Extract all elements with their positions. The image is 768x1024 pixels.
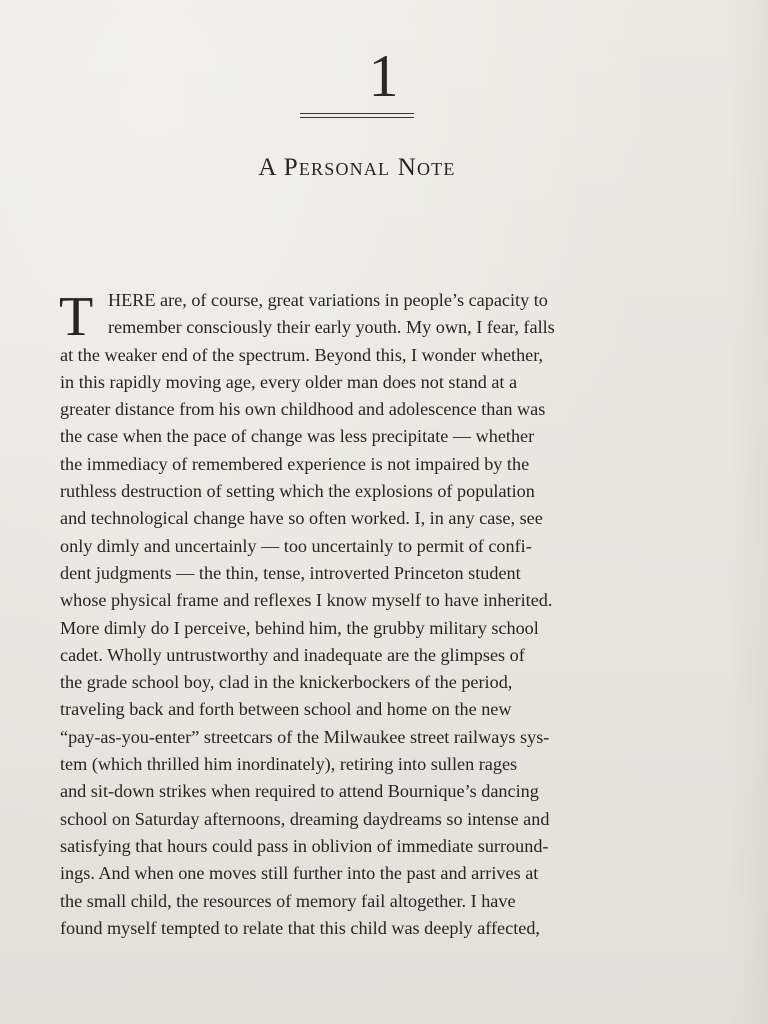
text-line: More dimly do I perceive, behind him, the grubby military school (60, 617, 539, 638)
text-line: whose physical frame and reflexes I know myself to have inherited. (60, 590, 553, 611)
text-line: ings. And when one moves still further into the past and arrives at (60, 863, 539, 884)
page-edge-shadow (728, 0, 768, 1024)
text-line: tem (which thrilled him inordinately), retiring into sullen rages (60, 754, 518, 775)
chapter-rule-top (300, 113, 414, 114)
text-line: the immediacy of remembered experience is not impaired by the (60, 453, 530, 474)
text-line: HERE are, of course, great variations in people’s capacity to (108, 290, 548, 310)
body-paragraph (60, 287, 658, 942)
text-line: “pay-as-you-enter” streetcars of the Milwaukee street railways sys- (60, 726, 550, 747)
text-line: the case when the pace of change was less precipitate — whether (60, 426, 535, 447)
text-line: dent judgments — the thin, tense, introverted Princeton student (60, 562, 521, 583)
reverse-side-bleed-through (60, 0, 740, 280)
text-line: the small child, the resources of memory fail altogether. I have (60, 890, 516, 911)
text-line: the grade school boy, clad in the knickerbockers of the period, (60, 672, 513, 693)
text-line: cadet. Wholly untrustworthy and inadequate are the glimpses of (60, 644, 525, 665)
text-line: in this rapidly moving age, every older man does not stand at a (60, 371, 518, 392)
text-line: traveling back and forth between school and home on the new (60, 699, 512, 720)
text-line: greater distance from his own childhood and adolescence than was (60, 399, 546, 420)
text-line: remember consciously their early youth. My own, I fear, falls (108, 317, 555, 338)
text-line: school on Saturday afternoons, dreaming daydreams so intense and (60, 808, 550, 829)
text-line: and sit-down strikes when required to attend Bournique’s dancing (60, 781, 539, 802)
chapter-rule-bottom (300, 117, 414, 118)
text-line: at the weaker end of the spectrum. Beyond this, I wonder whether, (60, 344, 544, 365)
text-line: ruthless destruction of setting which the explosions of population (60, 481, 535, 502)
chapter-number: 1 (368, 43, 400, 109)
text-line: found myself tempted to relate that this child was deeply affected, (60, 917, 540, 938)
text-line: and technological change have so often worked. I, in any case, see (60, 508, 543, 529)
drop-cap: T (59, 286, 94, 348)
chapter-title: A Personal Note (258, 154, 456, 181)
text-line: satisfying that hours could pass in oblivion of immediate surround- (60, 835, 549, 856)
text-line: only dimly and uncertainly — too uncertainly to permit of confi- (60, 535, 532, 556)
